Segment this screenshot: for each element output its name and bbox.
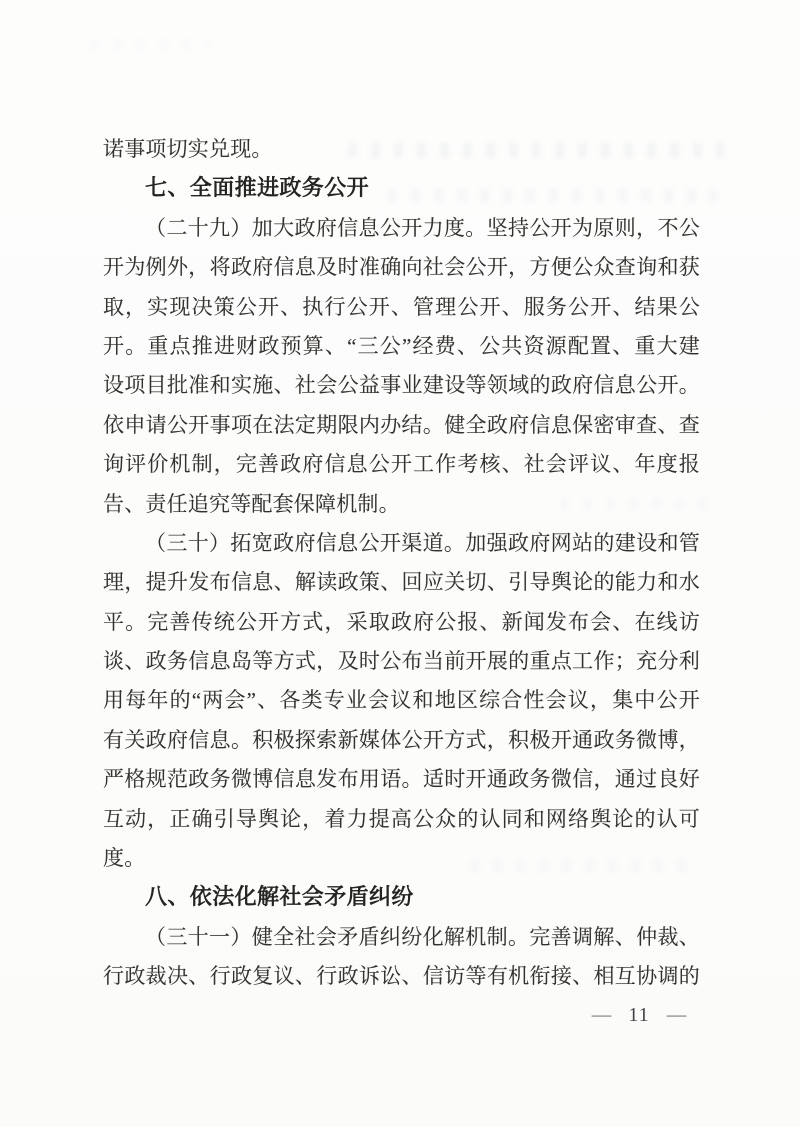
text-line: 询评价机制，完善政府信息公开工作考核、社会评议、年度报 <box>103 452 700 477</box>
text-column <box>103 130 700 997</box>
text-line: 严格规范政务微博信息发布用语。适时开通政务微信，通过良好 <box>103 767 700 792</box>
text-line: 谈、政务信息岛等方式，及时公布当前开展的重点工作；充分利 <box>103 649 700 674</box>
text-line: 告、责任追究等配套保障机制。 <box>103 491 400 516</box>
footer-dash: — <box>666 1005 687 1024</box>
text-line: 取，实现决策公开、执行公开、管理公开、服务公开、结果公 <box>103 294 700 319</box>
page-footer <box>593 1001 685 1029</box>
text-line: 行政裁决、行政复议、行政诉讼、信访等有机衔接、相互协调的 <box>103 964 700 989</box>
text-line: 度。 <box>103 846 146 871</box>
text-line: 开。重点推进财政预算、“三公”经费、公共资源配置、重大建 <box>103 333 700 358</box>
text-line: 互动，正确引导舆论，着力提高公众的认同和网络舆论的认可 <box>103 806 700 831</box>
text-line: 开为例外，将政府信息及时准确向社会公开，方便公众查询和获 <box>103 255 700 280</box>
text-line: 设项目批准和实施、社会公益事业建设等领域的政府信息公开。 <box>103 373 700 398</box>
section-heading: 七、全面推进政务公开 <box>145 176 370 202</box>
text-line: 用每年的“两会”、各类专业会议和地区综合性会议，集中公开 <box>103 688 700 713</box>
text-line: 平。完善传统公开方式，采取政府公报、新闻发布会、在线访 <box>103 609 700 634</box>
scan-smudge <box>90 40 210 50</box>
text-line: （三十一）健全社会矛盾纠纷化解机制。完善调解、仲裁、 <box>145 924 700 949</box>
text-line: 诺事项切实兑现。 <box>103 137 273 161</box>
page-number: 11 <box>628 1003 650 1026</box>
text-line: （二十九）加大政府信息公开力度。坚持公开为原则，不公 <box>145 215 700 240</box>
text-line: 理，提升发布信息、解读政策、回应关切、引导舆论的能力和水 <box>103 570 700 595</box>
footer-dash: — <box>591 1005 612 1024</box>
text-line: 有关政府信息。积极探索新媒体公开方式，积极开通政务微博， <box>103 727 700 752</box>
text-line: （三十）拓宽政府信息公开渠道。加强政府网站的建设和管 <box>145 530 700 555</box>
text-line: 依申请公开事项在法定期限内办结。健全政府信息保密审查、查 <box>103 412 700 437</box>
section-heading: 八、依法化解社会矛盾纠纷 <box>145 885 414 911</box>
